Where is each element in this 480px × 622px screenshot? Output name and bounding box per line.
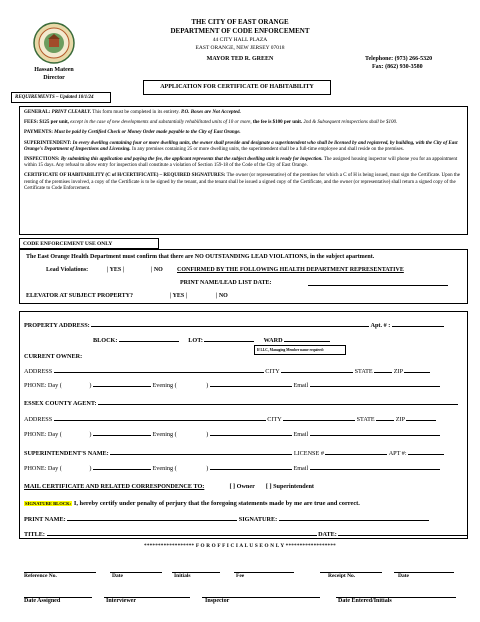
signature-block-label: SIGNATURE BLOCK: bbox=[25, 501, 72, 506]
owner-evening-label: Evening ( bbox=[152, 382, 177, 389]
requirements-label: REQUIREMENTS – Updated 10/1/24 bbox=[11, 92, 111, 103]
essex-agent-row bbox=[24, 399, 458, 407]
address-line-1: 44 CITY HALL PLAZA bbox=[212, 37, 268, 43]
title-date-row bbox=[24, 530, 468, 538]
superintendent-name-field[interactable] bbox=[110, 449, 292, 455]
essex-agent-label: ESSEX COUNTY AGENT: bbox=[24, 400, 97, 407]
date-entered-label: Date Entered/Initials bbox=[338, 598, 392, 604]
agent-city-field[interactable] bbox=[283, 415, 355, 421]
license-label: LICENSE # bbox=[293, 450, 324, 457]
apt2-label: APT #: bbox=[388, 450, 407, 457]
property-address-label: PROPERTY ADDRESS: bbox=[24, 322, 90, 329]
lot-field[interactable] bbox=[204, 336, 254, 342]
date-label: DATE: bbox=[318, 531, 337, 538]
agent-state-label: STATE bbox=[356, 416, 375, 423]
agent-evening-label: Evening ( bbox=[152, 431, 177, 438]
date-field[interactable] bbox=[338, 530, 468, 536]
certificate-paragraph: CERTIFICATE OF HABITABILITY (C of H/CERTIFICATE) – REQUIRED SIGNATURES: The owner (or representative) of the premises for which a C of H is being issued, must sign the Certificate. Upon the renting of the premises involved, a copy of the Certificate is to be signed by the tenant, and the tenant shall be issued a signed copy of the Certificate, and the owner (or representative) shall return a signed copy of the Certificate to Code Enforcement. bbox=[24, 173, 461, 191]
owner-city-field[interactable] bbox=[281, 367, 353, 373]
lead-no-option[interactable]: | NO bbox=[151, 267, 163, 273]
owner-state-field[interactable] bbox=[374, 367, 392, 373]
agent-email-label: Email bbox=[293, 431, 309, 438]
telephone: Telephone: (973) 266-5320 bbox=[365, 56, 433, 62]
owner-zip-label: ZIP bbox=[393, 368, 403, 375]
block-field[interactable] bbox=[119, 336, 179, 342]
owner-evening-phone-field[interactable] bbox=[210, 381, 292, 387]
llc-note-box bbox=[254, 345, 346, 355]
elevator-label: ELEVATOR AT SUBJECT PROPERTY? bbox=[26, 293, 133, 299]
super-evening-phone-field[interactable] bbox=[210, 464, 292, 470]
apt-label: Apt. # : bbox=[370, 322, 391, 329]
agent-city-label: CITY bbox=[267, 416, 282, 423]
health-statement: The East Orange Health Department must confirm that there are NO OUTSTANDING LEAD VIOLATIONS, in the subject apartment. bbox=[26, 254, 375, 260]
code-enforcement-label: CODE ENFORCEMENT USE ONLY bbox=[19, 238, 159, 249]
print-name-label: PRINT NAME: bbox=[24, 516, 66, 523]
owner-day-phone-field[interactable] bbox=[93, 381, 151, 387]
super-phone-row: PHONE: Day ( ) Evening ( ) Email bbox=[24, 464, 440, 472]
apt2-field[interactable] bbox=[408, 449, 444, 455]
ward-label: WARD bbox=[263, 337, 283, 344]
ref-no-label: Reference No. bbox=[24, 573, 57, 579]
owner-state-label: STATE bbox=[354, 368, 373, 375]
owner-zip-field[interactable] bbox=[404, 367, 430, 373]
title-label: TITLE: bbox=[24, 531, 45, 538]
super-email-field[interactable] bbox=[310, 464, 440, 470]
llc-note: If LLC, Managing Member name required: bbox=[257, 348, 324, 352]
owner-address-row bbox=[24, 367, 430, 375]
print-name-row bbox=[24, 515, 429, 523]
agent-zip-label: ZIP bbox=[395, 416, 405, 423]
property-address-row bbox=[24, 321, 444, 329]
agent-phone-label: PHONE: Day ( bbox=[24, 431, 62, 438]
interviewer-label: Interviewer bbox=[106, 598, 136, 604]
inspections-paragraph: INSPECTIONS: By submitting this application and paying the fee, the applicant represents that the subject dwelling unit is ready for inspection. The assigned housing inspector will phone you for an appointment within 15 days. Any refusal to allow entry for inspection shall constitute a violation of Section 159-18 of the Code of the City of East Orange. bbox=[24, 157, 458, 169]
super-evening-label: Evening ( bbox=[152, 465, 177, 472]
lot-label: LOT: bbox=[188, 337, 203, 344]
owner-email-field[interactable] bbox=[310, 381, 440, 387]
agent-day-phone-field[interactable] bbox=[93, 430, 151, 436]
owner-city-label: CITY bbox=[265, 368, 280, 375]
date-assigned-label: Date Assigned bbox=[24, 598, 61, 604]
owner-address-field[interactable] bbox=[54, 367, 264, 373]
agent-address-label: ADDRESS bbox=[24, 416, 53, 423]
director-name: Hassan Mateen bbox=[34, 67, 74, 73]
signature-block-row bbox=[24, 500, 360, 507]
mail-superintendent-option[interactable]: [ ] Superintendent bbox=[265, 483, 314, 490]
form-title: APPLICATION FOR CERTIFICATE OF HABITABILITY bbox=[143, 80, 331, 95]
owner-address-label: ADDRESS bbox=[24, 368, 53, 375]
department-name: DEPARTMENT OF CODE ENFORCEMENT bbox=[170, 27, 310, 35]
agent-phone-row: PHONE: Day ( ) Evening ( ) Email bbox=[24, 430, 440, 438]
super-email-label: Email bbox=[293, 465, 309, 472]
current-owner-label: CURRENT OWNER: bbox=[24, 353, 83, 360]
signature-field[interactable] bbox=[279, 515, 429, 521]
superintendent-row bbox=[24, 449, 444, 457]
agent-state-field[interactable] bbox=[376, 415, 394, 421]
agent-address-field[interactable] bbox=[54, 415, 266, 421]
mail-owner-option[interactable]: [ ] Owner bbox=[229, 483, 255, 490]
director-title: Director bbox=[43, 75, 65, 81]
lead-violations-label: Lead Violations: bbox=[46, 267, 89, 273]
apt-field[interactable] bbox=[392, 321, 444, 327]
print-name-lead-date-label: PRINT NAME/LEAD LIST DATE: bbox=[180, 280, 272, 286]
address-line-2: EAST ORANGE, NEW JERSEY 07018 bbox=[195, 45, 285, 51]
property-address-field[interactable] bbox=[91, 321, 369, 327]
mail-cert-label: MAIL CERTIFICATE AND RELATED CORRESPONDENCE TO: bbox=[24, 483, 205, 490]
initials-label: Initials bbox=[174, 573, 191, 579]
mayor-name: MAYOR TED R. GREEN bbox=[206, 56, 274, 62]
inspector-label: Inspector bbox=[205, 598, 230, 604]
elevator-yes-option[interactable]: | YES | bbox=[170, 293, 188, 299]
print-name-field[interactable] bbox=[67, 515, 237, 521]
agent-evening-phone-field[interactable] bbox=[210, 430, 292, 436]
signature-label: SIGNATURE: bbox=[238, 516, 278, 523]
payments-paragraph: PAYMENTS: Must be paid by Certified Check or Money Order made payable to the City of East Orange. bbox=[24, 130, 241, 136]
mail-cert-row bbox=[24, 483, 314, 490]
official-use-banner: ****************** F O R O F F I C I A L U S E O N L Y ****************** bbox=[144, 543, 336, 549]
certify-statement: I, hereby certify under penalty of perjury that the foregoing statements made by me are true and correct. bbox=[73, 500, 360, 507]
fees-paragraph: FEES: $125 per unit, except in the case of new developments and substantially rehabilitated units of 10 or more, the fee is $100 per unit. 2nd & Subsequent reinspections shall be $100. bbox=[24, 120, 398, 126]
superintendent-name-label: SUPERINTENDENT'S NAME: bbox=[24, 450, 109, 457]
general-paragraph: GENERAL: PRINT CLEARLY. This form must be completed in its entirety. P.O. Boxes are Not Accepted. bbox=[24, 110, 241, 115]
health-box bbox=[19, 249, 468, 304]
lead-yes-option[interactable]: | YES | bbox=[107, 267, 125, 273]
city-name: THE CITY OF EAST ORANGE bbox=[191, 18, 289, 26]
date1-label: Date bbox=[112, 573, 123, 579]
super-phone-label: PHONE: Day ( bbox=[24, 465, 62, 472]
essex-agent-field[interactable] bbox=[98, 399, 458, 405]
owner-phone-label: PHONE: Day ( bbox=[24, 382, 62, 389]
super-day-phone-field[interactable] bbox=[93, 464, 151, 470]
date2-label: Date bbox=[398, 573, 409, 579]
block-label: BLOCK: bbox=[93, 337, 118, 344]
confirmed-by-label: CONFIRMED BY THE FOLLOWING HEALTH DEPARTMENT REPRESENTATIVE bbox=[177, 267, 404, 273]
agent-email-field[interactable] bbox=[310, 430, 440, 436]
title-field[interactable] bbox=[47, 530, 317, 536]
elevator-no-option[interactable]: | NO bbox=[216, 293, 228, 299]
fax: Fax: (862) 930-3580 bbox=[372, 64, 423, 70]
print-name-lead-date-field[interactable] bbox=[308, 280, 448, 286]
instructions-box bbox=[19, 106, 468, 235]
license-field[interactable] bbox=[325, 449, 387, 455]
receipt-no-label: Receipt No. bbox=[328, 573, 356, 579]
fee-label: Fee bbox=[236, 573, 245, 579]
owner-email-label: Email bbox=[293, 382, 309, 389]
ward-field[interactable] bbox=[284, 336, 330, 342]
superintendent-paragraph: SUPERINTENDENT: In every dwelling containing four or more dwelling units, the owner shall provide and designate a superintendent who shall be licensed by and registered, by building, with the City of East Orange's Department of Inspections and Licensing. In any premises containing 25 or more dwelling units, the superintendent shall be a full-time employee and shall reside on the premises. bbox=[24, 140, 458, 152]
agent-zip-field[interactable] bbox=[406, 415, 436, 421]
agent-address-row bbox=[24, 415, 436, 423]
owner-phone-row: PHONE: Day ( ) Evening ( ) Email bbox=[24, 381, 440, 389]
block-lot-ward-row bbox=[93, 336, 330, 344]
